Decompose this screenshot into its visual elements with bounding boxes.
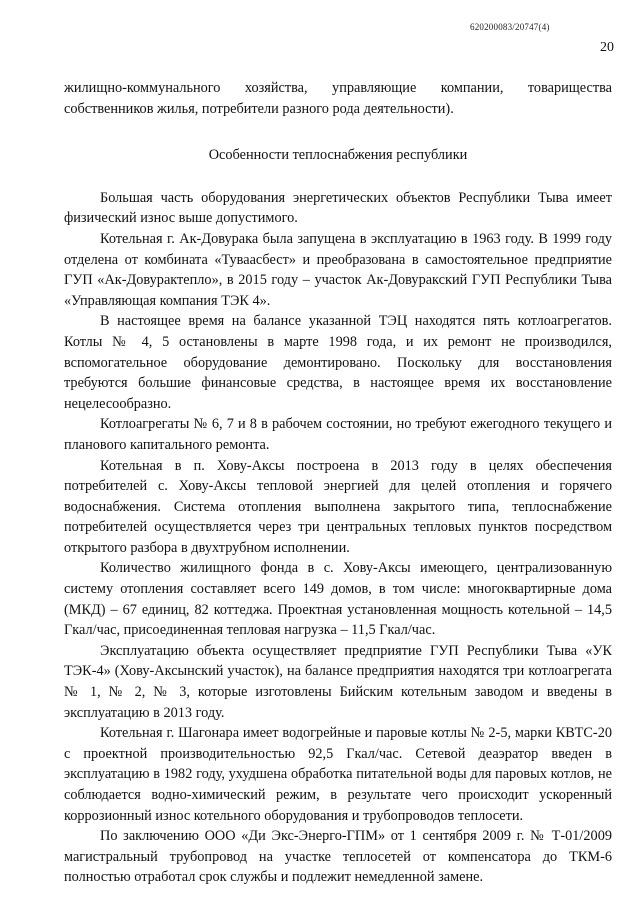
- paragraph: Эксплуатацию объекта осуществляет предприятие ГУП Республики Тыва «УК ТЭК-4» (Хову-Аксынский участок), на балансе предприятия находятся три котлоагрегата № 1, № 2, № 3, которые изготовлены Бийским котельным заводом и введены в эксплуатацию в 2013 году.: [64, 642, 612, 721]
- paragraph: Котлоагрегаты № 6, 7 и 8 в рабочем состоянии, но требуют ежегодного текущего и планового капитального ремонта.: [64, 416, 612, 453]
- page-number: 20: [600, 40, 614, 55]
- continuation-paragraph: жилищно-коммунального хозяйства, управляющие компании, товарищества собственников жилья, потребители разного рода деятельности).: [64, 80, 612, 117]
- paragraph: По заключению ООО «Ди Экс-Энерго-ГПМ» от 1 сентября 2009 г. № Т-01/2009 магистральный трубопровод на участке теплосетей от компенсатора до ТКМ-6 полностью отработал срок службы и подлежит немедленной замене.: [64, 828, 612, 886]
- paragraph: Большая часть оборудования энергетических объектов Республики Тыва имеет физический износ выше допустимого.: [64, 189, 612, 227]
- paragraph: Котельная г. Ак-Довурака была запущена в эксплуатацию в 1963 году. В 1999 году отделена от комбината «Туваасбест» и преобразована в самостоятельное предприятие ГУП «Ак-Довурактепло», в 2015 году – участок Ак-Довуракский ГУП Республики Тыва «Управляющая компания ТЭК 4».: [64, 230, 612, 309]
- paragraph: Котельная г. Шагонара имеет водогрейные и паровые котлы № 2-5, марки КВТС-20 с проектной производительностью 92,5 Гкал/час. Сетевой деаэратор введен в эксплуатацию в 1982 году, ухудшена обработка питательной воды для паровых котлов, не соблюдается водно-химический режим, в результате чего происходит ускоренный коррозионный износ котельного оборудования и трубопроводов теплосети.: [64, 725, 612, 824]
- document-body: [64, 78, 612, 888]
- paragraph: Котельная в п. Хову-Аксы построена в 2013 году в целях обеспечения потребителей с. Хову-Аксы тепловой энергией для целей отопления и горячего водоснабжения. Система отопления выполнена закрытого типа, теплоснабжение потребителей осуществляется через три центральных тепловых пунктов посредством открытого разбора в двухтрубном исполнении.: [64, 457, 612, 556]
- document-id: 620200083/20747(4): [470, 22, 550, 32]
- paragraph: В настоящее время на балансе указанной ТЭЦ находятся пять котлоагрегатов. Котлы № 4, 5 остановлены в марте 1998 года, и их ремонт не производился, вспомогательное оборудование демонтировано. Поскольку для восстановления требуются большие финансовые средства, в настоящее время их восстановление нецелесообразно.: [64, 313, 612, 412]
- paragraph: Количество жилищного фонда в с. Хову-Аксы имеющего, централизованную систему отопления составляет всего 149 домов, в том числе: многоквартирные дома (МКД) – 67 единиц, 82 коттеджа. Проектная установленная мощность котельной – 14,5 Гкал/час, присоединенная тепловая нагрузка – 11,5 Гкал/час.: [64, 560, 612, 639]
- section-title: Особенности теплоснабжения республики: [208, 147, 468, 164]
